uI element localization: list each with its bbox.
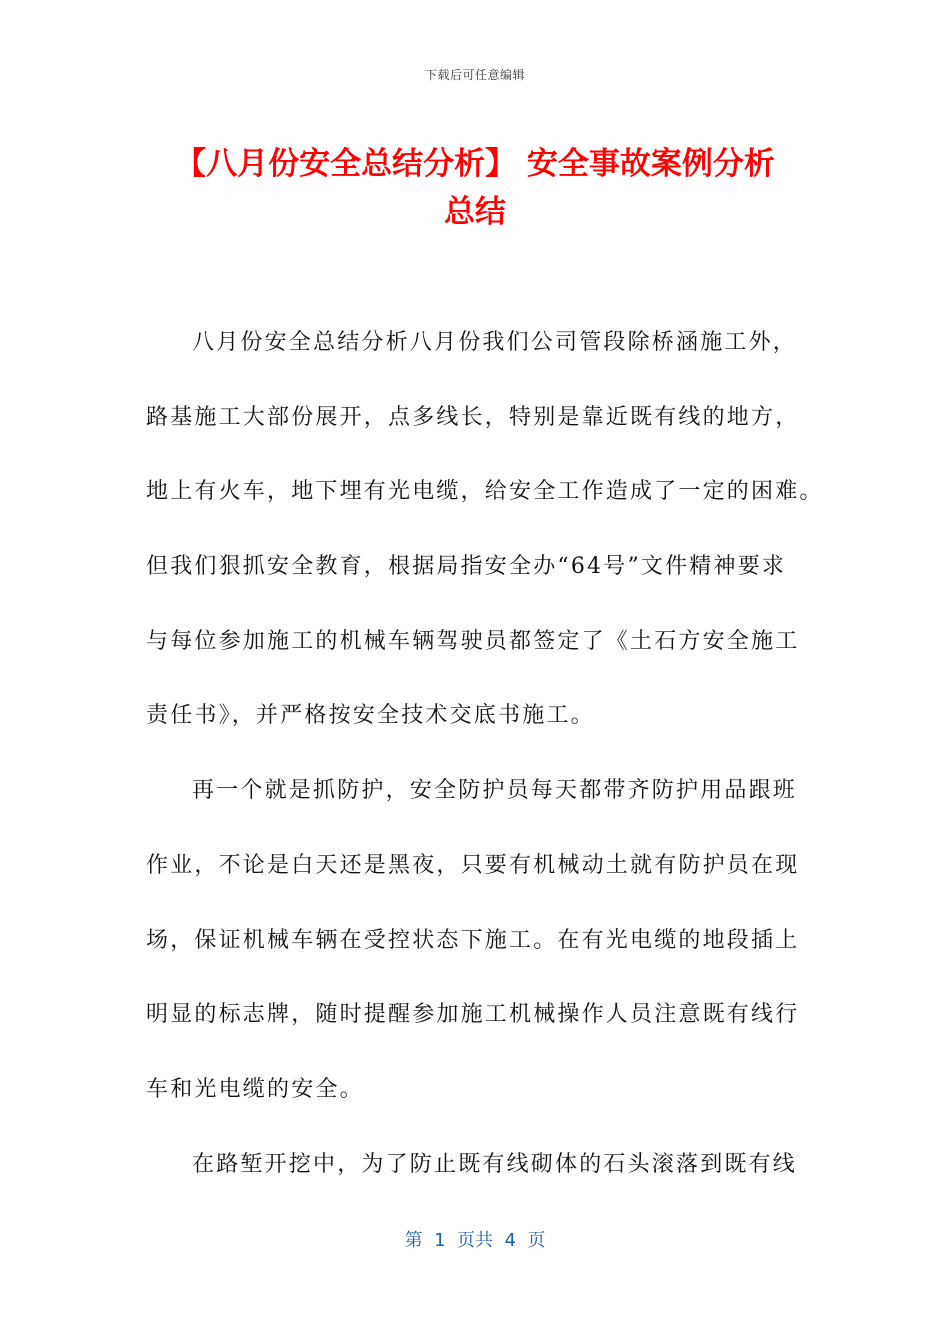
text-line: 作业，不论是白天还是黑夜，只要有机械动土就有防护员在现 bbox=[146, 852, 800, 878]
text-line: 八月份安全总结分析八月份我们公司管段除桥涵施工外， bbox=[192, 330, 798, 355]
text-line: 责任书》，并严格按安全技术交底书施工。 bbox=[146, 703, 595, 729]
title-line-1: 【八月份安全总结分析】 安全事故案例分析 bbox=[175, 146, 775, 182]
text-line: 但我们狠抓安全教育，根据局指安全办“64号”文件精神要求 bbox=[146, 554, 787, 580]
text-line: 车和光电缆的安全。 bbox=[146, 1076, 364, 1102]
page-number: 第 1 页共 4 页 bbox=[404, 1230, 546, 1251]
text-line: 地上有火车，地下埋有光电缆，给安全工作造成了一定的困难。 bbox=[146, 479, 824, 505]
title-line-2: 总结 bbox=[444, 194, 506, 230]
text-line: 路基施工大部份展开，点多线长，特别是靠近既有线的地方， bbox=[146, 404, 800, 430]
text-line: 场，保证机械车辆在受控状态下施工。在有光电缆的地段插上 bbox=[146, 927, 800, 953]
text-line: 与每位参加施工的机械车辆驾驶员都签定了《土石方安全施工 bbox=[146, 628, 800, 654]
header-note: 下载后可任意编辑 bbox=[424, 68, 525, 82]
text-line: 再一个就是抓防护，安全防护员每天都带齐防护用品跟班 bbox=[192, 778, 798, 804]
text-line: 明显的标志牌，随时提醒参加施工机械操作人员注意既有线行 bbox=[146, 1002, 800, 1028]
text-line: 在路堑开挖中，为了防止既有线砌体的石头滚落到既有线 bbox=[192, 1151, 798, 1177]
document-body bbox=[146, 318, 824, 1214]
document-title bbox=[120, 140, 830, 236]
